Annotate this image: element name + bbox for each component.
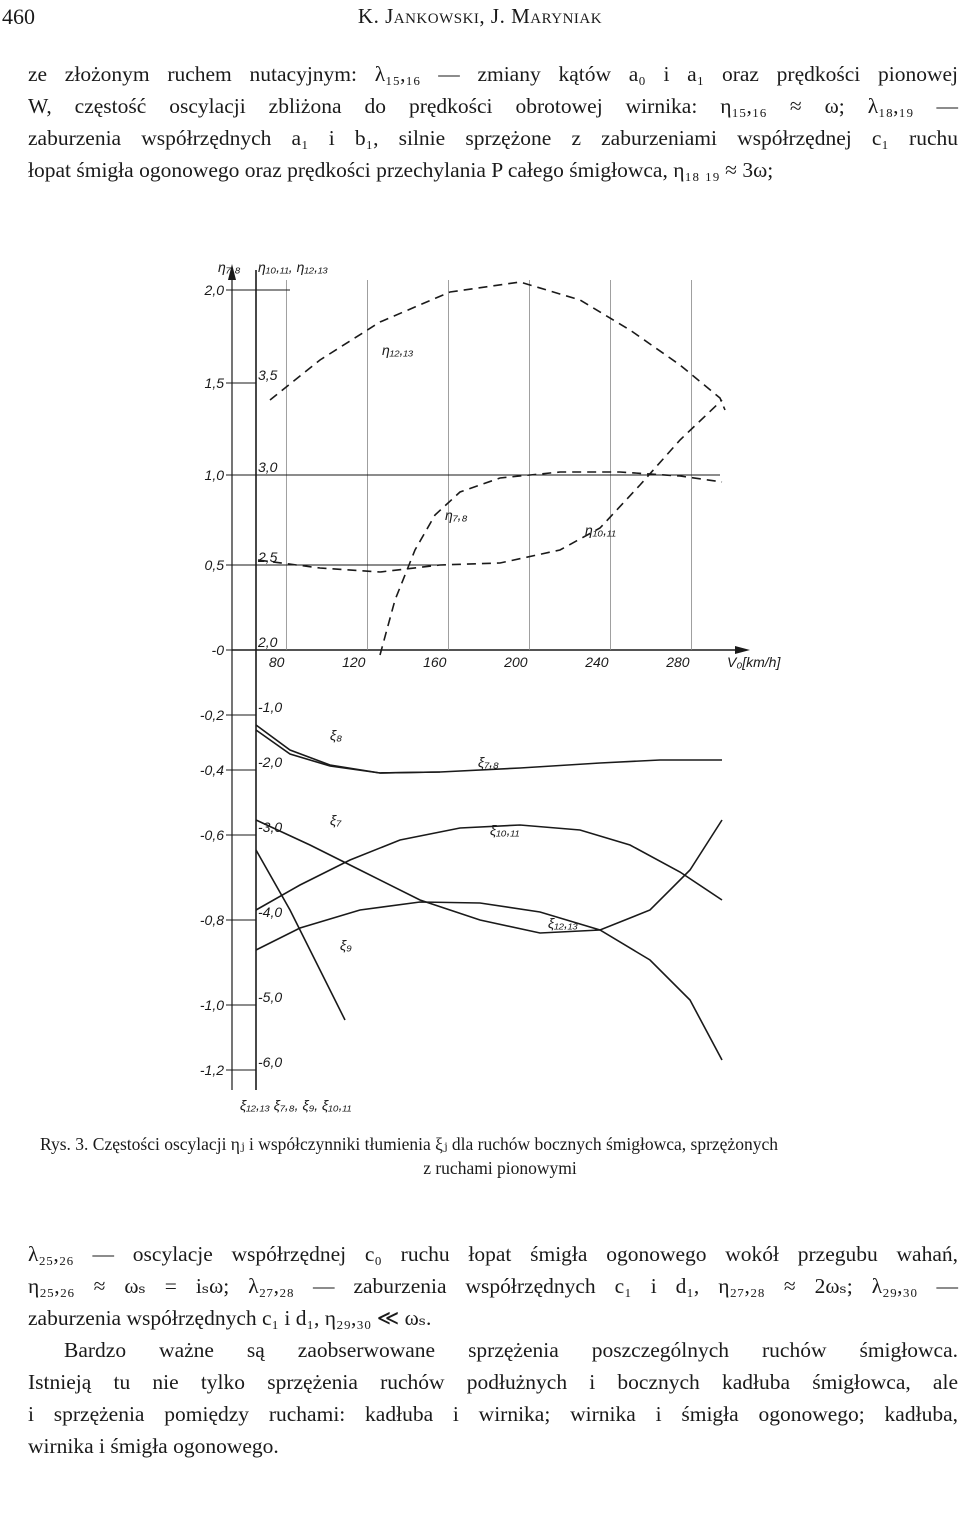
curve-annotation: η₁₂,₁₃ <box>382 342 414 358</box>
y-left-tick-label: -0,4 <box>199 762 224 778</box>
caption-line: Rys. 3. Częstości oscylacji ηⱼ i współczynniki tłumienia ξⱼ dla ruchów bocznych śmigłowca, sprzężonych <box>40 1134 778 1154</box>
y-inner-tick-label: -1,0 <box>258 699 283 715</box>
series-line <box>270 282 725 410</box>
figure-caption <box>40 1132 960 1180</box>
text-line: Bardzo ważne są zaobserwowane sprzężenia poszczególnych ruchów śmigłowca. <box>64 1338 958 1362</box>
y-left-tick-label: -0,8 <box>199 912 224 928</box>
x-tick-label: 280 <box>666 654 690 670</box>
x-tick-label: 160 <box>423 654 447 670</box>
y-inner-tick-label: 3,0 <box>258 459 278 475</box>
curve-annotation: ξ₁₂,₁₃ <box>548 915 578 931</box>
curve-annotation: ξ₉ <box>340 937 352 953</box>
curve-annotation: ξ₇ <box>330 812 342 828</box>
running-head: K. Jankowski, J. Maryniak <box>357 4 603 28</box>
series-line <box>380 760 722 773</box>
figure-3 <box>0 260 960 1130</box>
y-left-axis-label: η₇,₈ <box>218 260 241 275</box>
y-inner-tick-label: -2,0 <box>258 754 283 770</box>
series-line <box>256 825 722 910</box>
curve-annotation: η₁₀,₁₁ <box>585 522 616 538</box>
text-line: i sprzężenia pomiędzy ruchami: kadłuba i wirnika; wirnika i śmigła ogonowego; kadłuba, <box>28 1402 958 1426</box>
y-inner-tick-label: -5,0 <box>258 989 283 1005</box>
caption-line: z ruchami pionowymi <box>423 1158 577 1178</box>
page-number: 460 <box>2 4 35 29</box>
text-line: η₂₅,₂₆ ≈ ωₛ = iₛω; λ₂₇,₂₈ — zaburzenia współrzędnych c₁ i d₁, η₂₇,₂₈ ≈ 2ωₛ; λ₂₉,₃₀ — <box>28 1274 958 1298</box>
curve-annotation: ξ₈ <box>330 727 343 743</box>
text-line: λ₂₅,₂₆ — oscylacje współrzędnej c₀ ruchu łopat śmigła ogonowego wokół przegubu wahań, <box>28 1242 958 1266</box>
y-inner-tick-label: 2,0 <box>258 634 278 650</box>
series-line <box>258 400 722 572</box>
y-left-tick-label: 1,5 <box>204 375 224 391</box>
text-line: ze złożonym ruchem nutacyjnym: λ₁₅,₁₆ — zmiany kątów a₀ i a₁ oraz prędkości pionowej <box>28 62 958 86</box>
series-line <box>380 472 722 655</box>
series-line <box>256 820 722 933</box>
text-line: łopat śmigła ogonowego oraz prędkości przechylania P całego śmigłowca, η₁₈ ₁₉ ≈ 3ω; <box>28 158 774 182</box>
top-paragraph <box>28 58 958 186</box>
text-line: Istnieją tu nie tylko sprzężenia ruchów podłużnych i bocznych kadłuba śmigłowca, ale <box>28 1370 958 1394</box>
y-inner-tick-label: 3,5 <box>258 367 278 383</box>
x-tick-label: 120 <box>342 654 366 670</box>
text-line: zaburzenia współrzędnych a₁ i b₁, silnie sprzężone z zaburzeniami współrzędnej c₁ ruchu <box>28 126 958 150</box>
curve-annotation: ξ₇,₈ <box>478 754 499 770</box>
x-tick-label: 200 <box>504 654 528 670</box>
y-left-tick-label: -0 <box>211 642 224 658</box>
y-left-tick-label: -1,0 <box>199 997 224 1013</box>
y-left-tick-label: 0,5 <box>204 557 224 573</box>
y-left-tick-label: -0,2 <box>199 707 224 723</box>
y-bottom-axis-label: ξ₁₂,₁₃ ξ₇,₈, ξ₉, ξ₁₀,₁₁ <box>240 1097 352 1113</box>
y-left-tick-label: -0,6 <box>199 827 224 843</box>
oscillation-chart <box>0 260 960 1130</box>
text-line: wirnika i śmigła ogonowego. <box>28 1434 279 1458</box>
bottom-paragraph <box>28 1238 958 1462</box>
y-inner-axis-label: η₁₀,₁₁, η₁₂,₁₃ <box>258 260 328 275</box>
y-inner-tick-label: -4,0 <box>258 904 283 920</box>
y-left-tick-label: -1,2 <box>199 1062 224 1078</box>
y-inner-tick-label: -3,0 <box>258 819 283 835</box>
y-left-tick-label: 1,0 <box>204 467 224 483</box>
y-left-tick-label: 2,0 <box>204 282 224 298</box>
x-axis-arrow <box>735 646 750 654</box>
y-inner-tick-label: 2,5 <box>258 549 278 565</box>
x-axis-label: V₀[km/h] <box>727 654 781 670</box>
y-inner-tick-label: -6,0 <box>258 1054 283 1070</box>
text-line: W, częstość oscylacji zbliżona do prędkości obrotowej wirnika: η₁₅,₁₆ ≈ ω; λ₁₈,₁₉ — <box>28 94 958 118</box>
text-line: zaburzenia współrzędnych c₁ i d₁, η₂₉,₃₀ ≪ ωₛ. <box>28 1306 432 1330</box>
curve-annotation: ξ₁₀,₁₁ <box>490 822 520 838</box>
x-tick-label: 240 <box>585 654 609 670</box>
curve-annotation: η₇,₈ <box>445 507 468 523</box>
page-header <box>0 4 960 34</box>
x-tick-label: 80 <box>268 654 285 670</box>
